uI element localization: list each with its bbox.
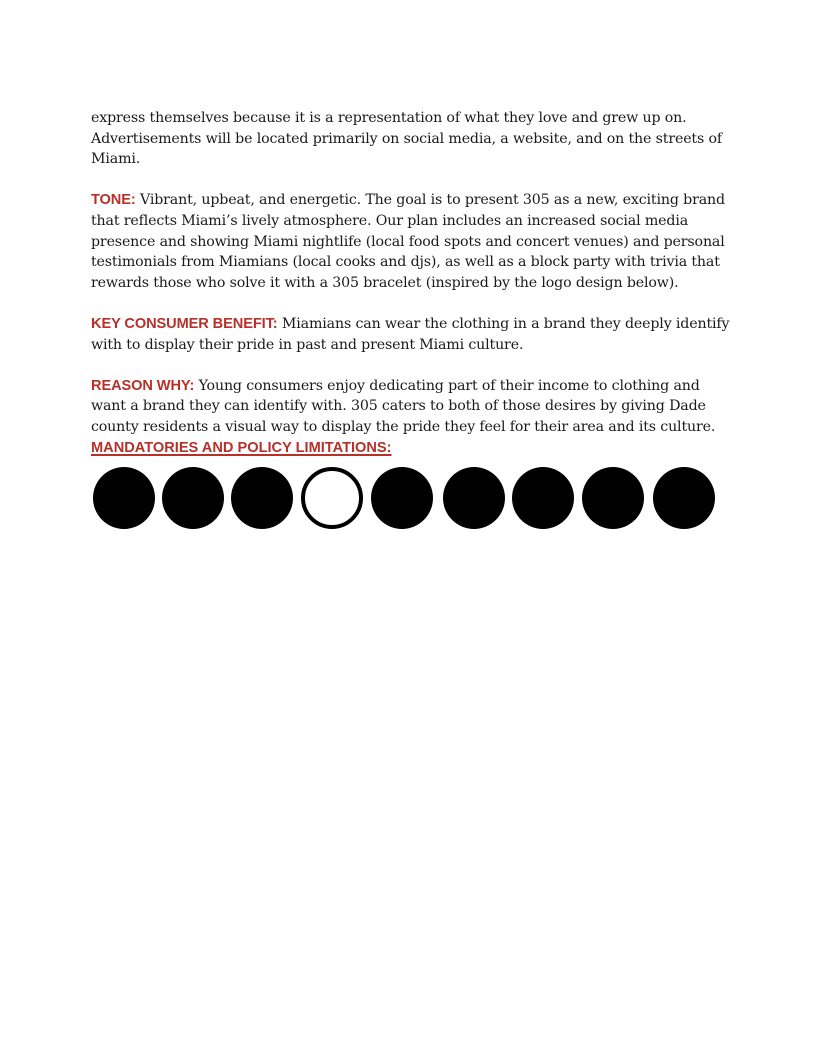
bracelet-beads-graphic (91, 466, 719, 530)
key-consumer-benefit-paragraph (91, 314, 731, 355)
bracelet-bead-filled (231, 467, 293, 529)
key-consumer-benefit-heading: KEY CONSUMER BENEFIT: (91, 315, 278, 332)
reason-why-paragraph (91, 376, 731, 438)
bracelet-bead-filled (443, 467, 505, 529)
bracelet-bead-filled (512, 467, 574, 529)
bracelet-bead-filled (371, 467, 433, 529)
bracelet-bead-filled (93, 467, 155, 529)
bracelet-bead-filled (582, 467, 644, 529)
bracelet-bead-filled (653, 467, 715, 529)
document-page (91, 108, 731, 458)
tone-heading: TONE: (91, 192, 136, 209)
key-consumer-benefit-text: Miamians can wear the clothing in a brand they deeply identify with to display their pride in past and present Miami culture. (91, 315, 730, 353)
reason-why-text: Young consumers enjoy dedicating part of their income to clothing and want a brand they can identify with. 305 caters to both of those desires by giving Dade county residents a visual way to display the pride they feel for their area and its culture. (91, 377, 716, 435)
bracelet-logo (91, 466, 719, 530)
intro-paragraph: express themselves because it is a representation of what they love and grew up on. Advertisements will be located primarily on social media, a website, and on the streets of Miami. (91, 110, 722, 168)
bracelet-bead-hollow (303, 469, 361, 527)
bracelet-bead-filled (162, 467, 224, 529)
reason-why-heading: REASON WHY: (91, 377, 195, 394)
mandatories-title: MANDATORIES AND POLICY LIMITATIONS: (91, 439, 392, 456)
tone-text: Vibrant, upbeat, and energetic. The goal is to present 305 as a new, exciting brand that reflects Miami’s lively atmosphere. Our plan includes an increased social media presence and showing Miami nightlife (local food spots and concert venues) and personal testimonials from Miamians (local cooks and djs), as well as a block party with trivia that rewards those who solve it with a 305 bracelet (inspired by the logo design below). (91, 192, 725, 291)
tone-paragraph (91, 190, 731, 293)
